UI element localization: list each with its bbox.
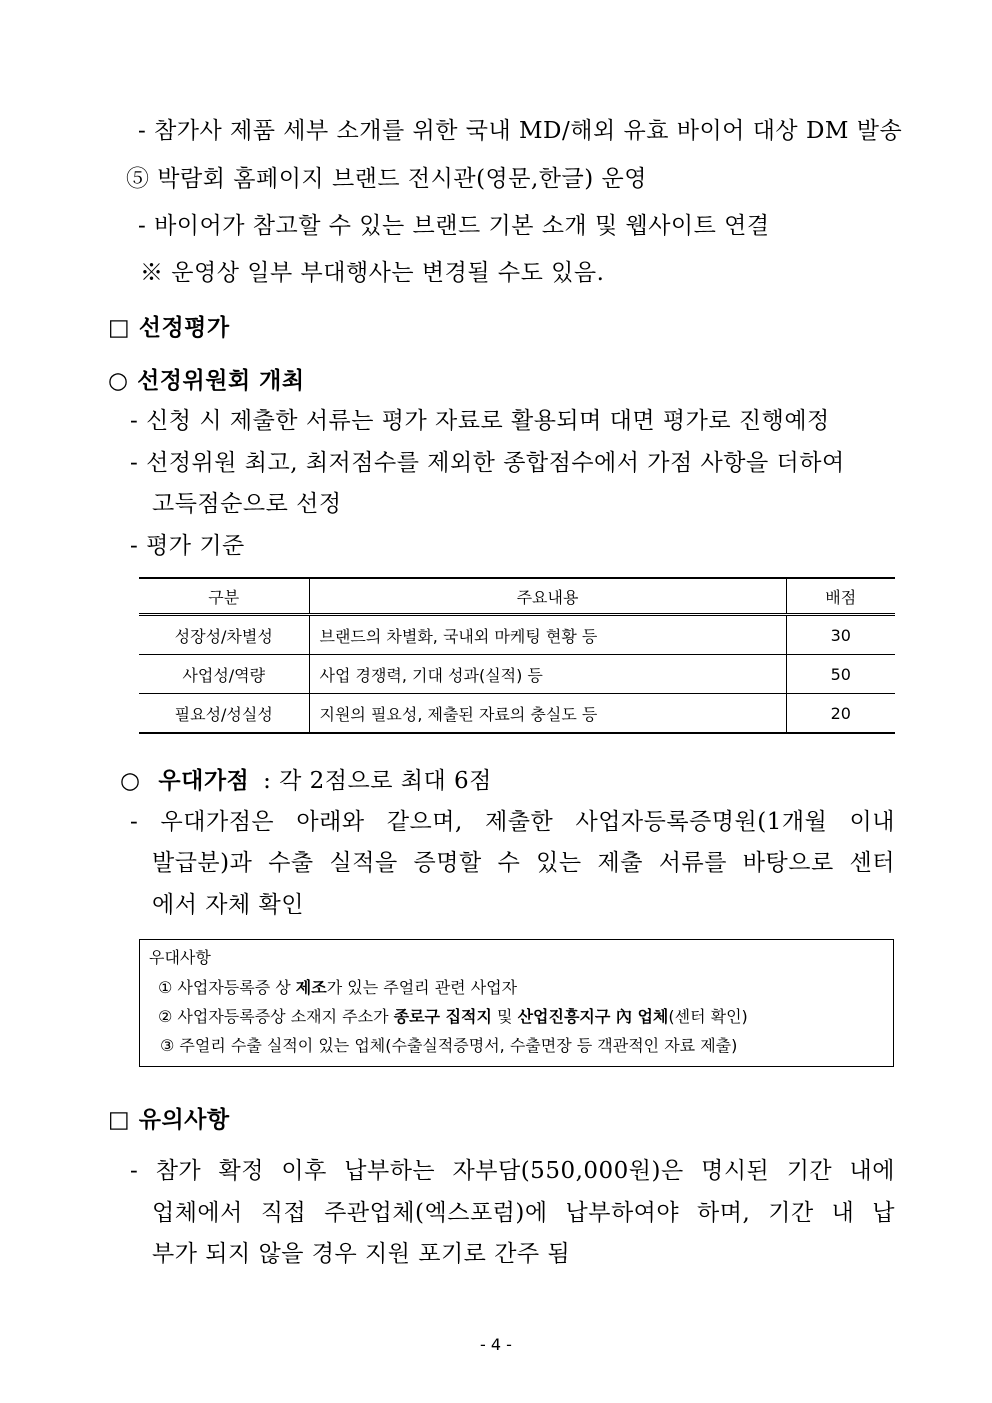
notice-line-3: 부가 되지 않을 경우 지원 포기로 간주 됨 (152, 1241, 571, 1267)
page-number: - 4 - (480, 1335, 512, 1354)
committee-heading: ○ 선정위원회 개최 (108, 367, 305, 394)
bonus-desc-line-2: 발급분)과 수출 실적을 증명할 수 있는 제출 서류를 바탕으로 센터 (152, 850, 895, 876)
table-row (139, 615, 895, 655)
section-heading-selection: □ 선정평가 (108, 314, 230, 341)
preference-item-1-pre: ① 사업자등록증 상 (158, 978, 296, 997)
notice-line-1: - 참가 확정 이후 납부하는 자부담(550,000원)은 명시된 기간 내에 (130, 1158, 895, 1184)
bonus-heading-line (120, 769, 492, 793)
preference-item-2 (158, 1009, 748, 1025)
table-row (139, 694, 895, 734)
row-score: 20 (786, 694, 895, 734)
item5-line: ⑤ 박람회 홈페이지 브랜드 전시관(영문,한글) 운영 (126, 166, 647, 192)
selection-bullet-2: - 선정위원 최고, 최저점수를 제외한 종합점수에서 가점 사항을 더하여 (130, 450, 845, 476)
preference-item-2-bold-1: 종로구 집적지 (393, 1007, 492, 1026)
evaluation-criteria-table (139, 577, 895, 734)
item5-sub-line: - 바이어가 참고할 수 있는 브랜드 기본 소개 및 웹사이트 연결 (138, 213, 770, 239)
preference-item-1-bold: 제조 (295, 978, 327, 997)
preference-item-2-post: (센터 확인) (668, 1007, 748, 1026)
bonus-desc-line-3: 에서 자체 확인 (152, 892, 304, 918)
row-score: 30 (786, 615, 895, 655)
selection-bullet-2-cont: 고득점순으로 선정 (152, 491, 342, 517)
preference-item-2-bold-2: 산업진흥지구 內 업체 (517, 1007, 669, 1026)
row-score: 50 (786, 655, 895, 694)
preference-item-3: ③ 주얼리 수출 실적이 있는 업체(수출실적증명서, 수출면장 등 객관적인 자료 제출) (160, 1036, 738, 1055)
row-category: 필요성/성실성 (139, 694, 309, 734)
dm-line: - 참가사 제품 세부 소개를 위한 국내 MD/해외 유효 바이어 대상 DM 발송 (138, 118, 903, 144)
row-content: 지원의 필요성, 제출된 자료의 충실도 등 (309, 694, 786, 734)
note-line: ※ 운영상 일부 부대행사는 변경될 수도 있음. (140, 260, 605, 286)
bonus-heading-rest: : 각 2점으로 최대 6점 (263, 768, 492, 794)
row-category: 사업성/역량 (139, 655, 309, 694)
table-header-row (139, 578, 895, 615)
row-content: 사업 경쟁력, 기대 성과(실적) 등 (309, 655, 786, 694)
preference-item-1-post: 가 있는 주얼리 관련 사업자 (326, 978, 518, 997)
row-content: 브랜드의 차별화, 국내외 마케팅 현황 등 (309, 615, 786, 655)
header-content: 주요내용 (309, 578, 786, 615)
preference-item-2-pre: ② 사업자등록증상 소재지 주소가 (158, 1007, 394, 1026)
notice-line-2: 업체에서 직접 주관업체(엑스포럼)에 납부하여야 하며, 기간 내 납 (152, 1200, 895, 1226)
preference-item-1 (158, 980, 517, 996)
preference-box-title: 우대사항 (149, 948, 211, 967)
preference-item-2-mid: 및 (491, 1007, 518, 1026)
section-heading-notice: □ 유의사항 (108, 1106, 230, 1133)
bonus-bullet: ○ (120, 768, 141, 794)
selection-bullet-1: - 신청 시 제출한 서류는 평가 자료로 활용되며 대면 평가로 진행예정 (130, 408, 830, 434)
row-category: 성장성/차별성 (139, 615, 309, 655)
table-row (139, 655, 895, 694)
selection-bullet-3: - 평가 기준 (130, 533, 245, 559)
preference-box (139, 939, 894, 1067)
bonus-heading: 우대가점 (158, 767, 250, 794)
header-score: 배점 (786, 578, 895, 615)
header-category: 구분 (139, 578, 309, 615)
bonus-desc-line-1: - 우대가점은 아래와 같으며, 제출한 사업자등록증명원(1개월 이내 (130, 809, 895, 835)
